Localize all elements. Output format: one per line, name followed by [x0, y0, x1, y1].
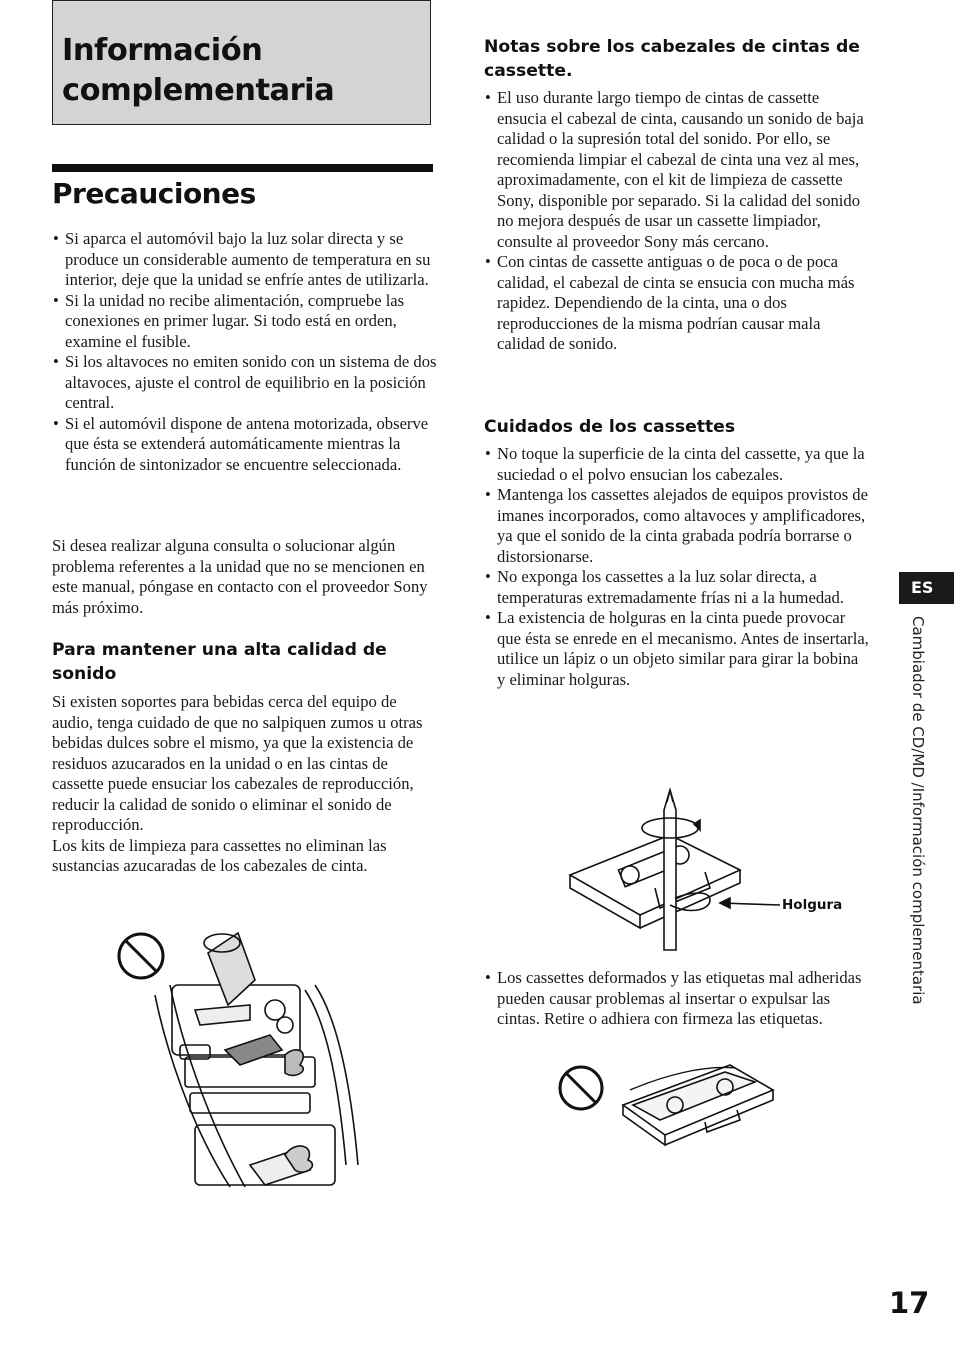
section-title: Precauciones: [52, 177, 256, 210]
list-item: • No exponga los cassettes a la luz solar directa, a temperaturas extremadamente frías ni a la humedad.: [484, 567, 869, 608]
list-item: • Si aparca el automóvil bajo la luz solar directa y se produce un considerable aumento de temperatura en su interior, deje que la unidad se enfríe antes de utilizarla.: [52, 229, 437, 291]
list-item: • No toque la superficie de la cinta del cassette, ya que la suciedad o el polvo ensucian los cabezales.: [484, 444, 869, 485]
language-tab: ES: [899, 572, 954, 604]
page-number: 17: [889, 1286, 930, 1320]
list-item: • Si el automóvil dispone de antena motorizada, observe que ésta se extenderá automáticamente mientras la función de sintonizador se encuentre seleccionada.: [52, 414, 437, 476]
cassette-slack-illustration: [560, 780, 860, 955]
chapter-title-line2: complementaria: [62, 73, 335, 108]
deformed-cassette-list: [484, 968, 869, 1030]
quality-paragraph-2: Los kits de limpieza para cassettes no eliminan las sustancias azucaradas de los cabezales de cinta.: [52, 835, 387, 875]
prohibited-icon: [119, 934, 163, 978]
chapter-title: [62, 31, 334, 111]
section-rule: [52, 164, 433, 172]
list-item: • Si los altavoces no emiten sonido con un sistema de dos altavoces, ajuste el control de equilibrio en la posición central.: [52, 352, 437, 414]
contact-paragraph: Si desea realizar alguna consulta o solucionar algún problema referentes a la unidad que no se mencionen en este manual, póngase en contacto con el proveedor Sony más próximo.: [52, 536, 428, 617]
list-item: • El uso durante largo tiempo de cintas de cassette ensucia el cabezal de cinta, causando un sonido de baja calidad o la supresión total del sonido. Por ello, se recomienda limpiar el cabezal de cinta una vez al mes, aproximadamente, con el kit de limpieza de cassette Sony, disponible por separado. Si la calidad del sonido no mejora después de usar un cassette limpiador, consulte al proveedor Sony más cercano.: [484, 88, 869, 252]
spilled-drink-illustration: [110, 925, 370, 1200]
deformed-cassette-block: [484, 968, 869, 1030]
list-item: • Con cintas de cassette antiguas o de poca o de poca calidad, el cabezal de cinta se ensucia con mucha más rapidez. Dependiendo de la cinta, una o dos reproducciones de la misma podrían causar mala calidad de sonido.: [484, 252, 869, 355]
quality-paragraph-1: Si existen soportes para bebidas cerca del equipo de audio, tenga cuidado de que no salpiquen zumos u otras bebidas dulces sobre el mismo, ya que la existencia de residuos azucarados en la unidad o en las cintas de cassette puede ensuciar los cabezales de reproducción, reducir la calidad de sonido o eliminar el sonido de reproducción.: [52, 692, 423, 834]
list-item: • Si la unidad no recibe alimentación, compruebe las conexiones en primer lugar. Si todo está en orden, examine el fusible.: [52, 291, 437, 353]
tape-heads-list: [484, 88, 869, 355]
deformed-cassette-illustration: [555, 1060, 795, 1150]
precautions-list-block: [52, 229, 437, 475]
tape-heads-list-block: [484, 88, 869, 355]
chapter-header-box: [52, 0, 431, 125]
list-item: • Mantenga los cassettes alejados de equipos provistos de imanes incorporados, como altavoces y amplificadores, ya que el sonido de la cinta grabada podría borrarse o distorsionarse.: [484, 485, 869, 567]
list-item: • Los cassettes deformados y las etiquetas mal adheridas pueden causar problemas al insertar o expulsar las cintas. Retire o adhiera con firmeza las etiquetas.: [484, 968, 869, 1030]
running-title: Cambiador de CD/MD /Información complementaria: [909, 616, 927, 1005]
precautions-list: [52, 229, 437, 475]
chapter-title-line1: Información: [62, 33, 263, 68]
slack-label: Holgura: [782, 897, 843, 913]
quality-text: [52, 692, 434, 877]
tape-heads-heading: Notas sobre los cabezales de cintas de cassette.: [484, 37, 860, 81]
prohibited-icon: [560, 1067, 602, 1109]
cassette-care-list-block: [484, 444, 869, 690]
cassette-care-list: [484, 444, 869, 690]
quality-heading: Para mantener una alta calidad de sonido: [52, 640, 387, 684]
cassette-care-heading: Cuidados de los cassettes: [484, 417, 736, 437]
list-item: • La existencia de holguras en la cinta puede provocar que ésta se enrede en el mecanismo. Antes de insertarla, utilice un lápiz o un objeto similar para girar la bobina y eliminar holguras.: [484, 608, 869, 690]
